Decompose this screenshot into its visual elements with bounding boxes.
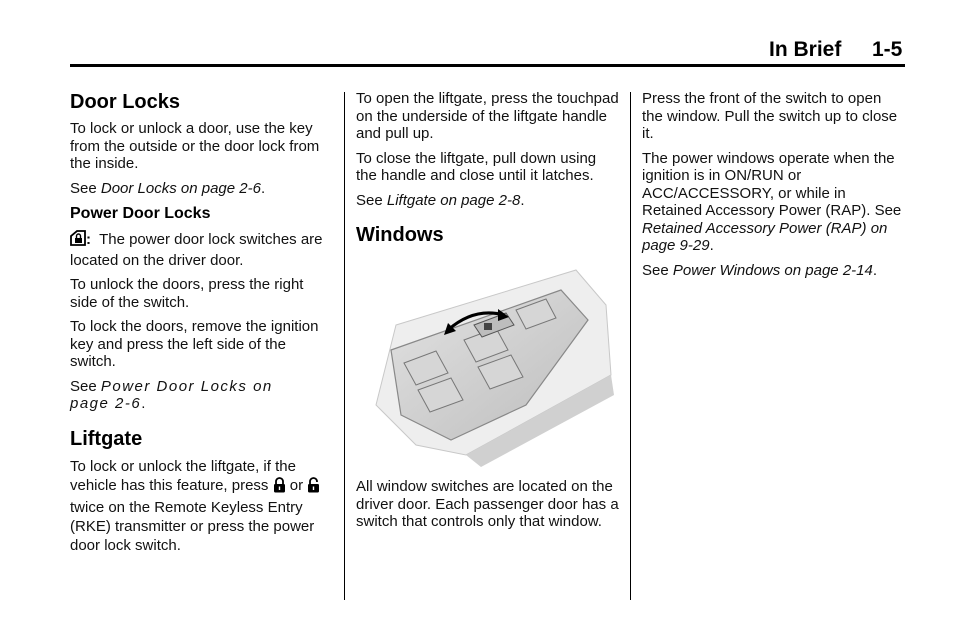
rap-ref-link[interactable]: Retained Accessory Power (RAP) on page 9-29 <box>642 219 888 254</box>
pdl-ref-link-line2[interactable]: page 2-6 <box>70 395 142 412</box>
door-locks-see <box>70 180 332 198</box>
header-section-title: In Brief <box>769 38 842 61</box>
liftgate-ref-link[interactable]: Liftgate on page 2-8 <box>386 191 521 209</box>
pdl-icon-suffix: : <box>86 231 91 248</box>
column-right <box>642 90 906 286</box>
header-page-number: 1-5 <box>872 38 903 61</box>
window-switch-illustration <box>356 255 620 470</box>
power-windows-paragraph <box>642 150 906 255</box>
see-label: See <box>70 377 101 395</box>
pdl-ref-link-line1[interactable]: Power Door Locks on <box>100 377 273 395</box>
power-windows-see <box>642 262 906 280</box>
pdl-see <box>70 378 332 413</box>
liftgate-close-paragraph: To close the liftgate, pull down using the handle and close until it latches. <box>356 149 597 184</box>
period: . <box>520 191 525 209</box>
power-windows-text: The power windows operate when the ignition is in ON/RUN or ACC/ACCESSORY, or while in Retained Accessory Power (RAP). See <box>642 149 902 219</box>
column-divider <box>630 92 631 600</box>
liftgate-heading: Liftgate <box>70 427 143 450</box>
door-locks-ref-link[interactable]: Door Locks on page 2-6 <box>100 179 261 197</box>
pdl-paragraph-3: To lock the doors, remove the ignition key and press the left side of the switch. <box>70 318 319 370</box>
windows-paragraph: All window switches are located on the driver door. Each passenger door has a switch that controls only that window. <box>356 478 619 530</box>
pdl-text-1: The power door lock switches are located on the driver door. <box>70 231 323 269</box>
window-operation-paragraph: Press the front of the switch to open the window. Pull the switch up to close it. <box>642 90 898 142</box>
door-locks-paragraph: To lock or unlock a door, use the key from the outside or the door lock from the inside. <box>70 120 320 172</box>
door-locks-heading: Door Locks <box>70 91 181 113</box>
header-rule <box>70 64 905 67</box>
liftgate-text-a: To lock or unlock the liftgate, if the vehicle has this feature, press <box>70 457 296 494</box>
unlock-icon <box>307 477 320 498</box>
power-windows-ref-link[interactable]: Power Windows on page 2-14 <box>672 261 873 279</box>
column-left <box>70 90 332 562</box>
see-label: See <box>642 261 673 279</box>
column-middle <box>356 90 620 538</box>
liftgate-open-paragraph: To open the liftgate, press the touchpad on the underside of the liftgate handle and pull up. <box>356 90 619 142</box>
period: . <box>709 237 714 254</box>
liftgate-or: or <box>289 476 304 494</box>
period: . <box>141 395 146 412</box>
windows-heading: Windows <box>356 224 444 246</box>
power-door-locks-heading: Power Door Locks <box>70 205 211 222</box>
column-divider <box>344 92 345 600</box>
liftgate-paragraph <box>70 457 332 555</box>
period: . <box>872 261 878 279</box>
see-label: See <box>70 179 101 197</box>
see-label: See <box>356 191 387 209</box>
pdl-paragraph-2: To unlock the doors, press the right side of the switch. <box>70 276 304 311</box>
liftgate-text-b: twice on the Remote Keyless Entry (RKE) transmitter or press the power door lock switch. <box>70 498 315 554</box>
door-lock-switch-icon <box>70 230 86 252</box>
pdl-paragraph-1 <box>70 230 332 269</box>
period: . <box>260 179 266 197</box>
lock-icon <box>273 477 286 498</box>
liftgate-see <box>356 192 620 210</box>
